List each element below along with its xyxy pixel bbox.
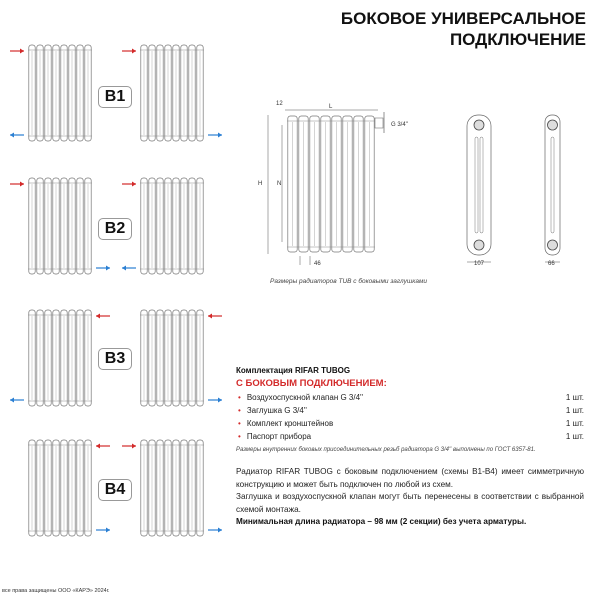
kit-note: Размеры внутренних боковых присоединительных резьб радиатора G 3/4'' выполнены по ГОСТ 6357-81.: [236, 447, 536, 453]
copyright: все права защищены ООО «КАРЭ» 2024г.: [2, 588, 110, 594]
dim-N: N: [277, 181, 282, 187]
dim-H: H: [258, 181, 263, 187]
dim-12: 12: [276, 101, 283, 107]
scheme-label-b1: B1: [98, 86, 132, 108]
dim-46: 46: [314, 261, 321, 267]
kit-subheading: С БОКОВЫМ ПОДКЛЮЧЕНИЕМ:: [236, 378, 387, 389]
scheme-label-b4: B4: [98, 479, 132, 501]
scheme-label-b3: B3: [98, 348, 132, 370]
dim-L: L: [329, 104, 333, 110]
dim-107: 107: [474, 261, 485, 267]
scheme-label-b2: B2: [98, 218, 132, 240]
kit-item: • Заглушка G 3/4'' 1 шт.: [238, 406, 584, 415]
kit-item: • Паспорт прибора 1 шт.: [238, 432, 584, 441]
drawing-caption: Размеры радиаторов TUB с боковыми заглушками: [270, 278, 428, 285]
page-title: БОКОВОЕ УНИВЕРСАЛЬНОЕ ПОДКЛЮЧЕНИЕ: [340, 9, 586, 49]
kit-item: • Комплект кронштейнов 1 шт.: [238, 419, 584, 428]
kit-section: [236, 366, 584, 453]
description: Радиатор RIFAR TUBOG с боковым подключением (схемы B1-B4) имеет симметричную конструкцию и может быть подключен по любой из схем. Заглушка и воздухоспускной клапан могут быть перенесены в соответствии с выбранной схемой монтажа. Минимальная длина радиатора – 98 мм (2 секции) без учета арматуры.: [236, 467, 584, 526]
thread-label: G 3/4'': [391, 122, 408, 128]
dim-66: 66: [548, 261, 555, 267]
kit-item: • Воздухоспускной клапан G 3/4'' 1 шт.: [238, 393, 584, 402]
kit-heading: Комплектация RIFAR TUBOG: [236, 366, 351, 375]
